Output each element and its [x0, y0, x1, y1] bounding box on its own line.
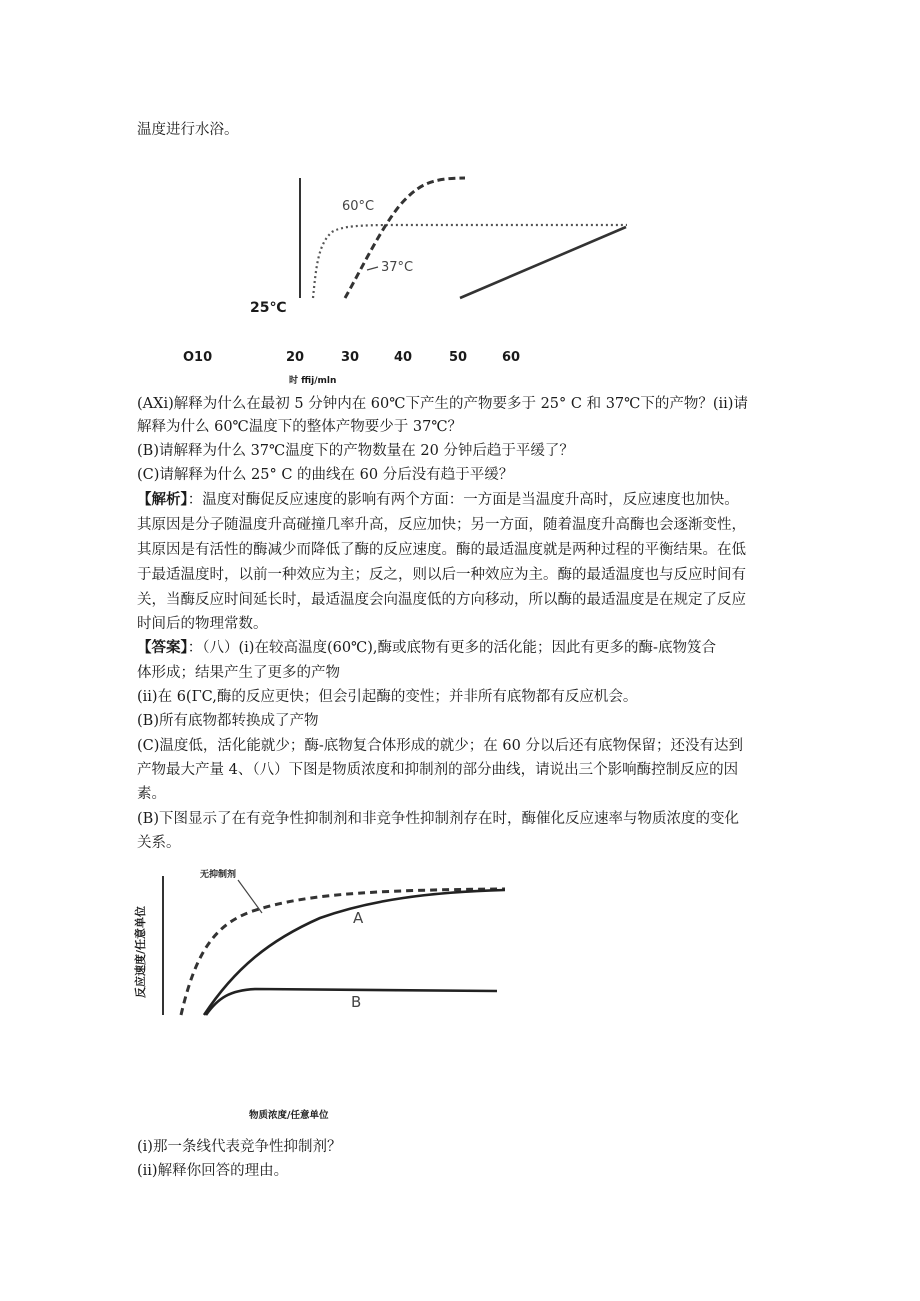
- analysis-line: 其原因是有活性的酶减少而降低了酶的反应速度。酶的最适温度就是两种过程的平衡结果。在低: [137, 542, 746, 558]
- figure2-y-label: 反应速度/任意单位: [134, 905, 147, 999]
- x-tick-5: 60: [502, 350, 521, 365]
- x-tick-2: 30: [341, 350, 360, 365]
- final-question-line: (ii)解释你回答的理由。: [137, 1163, 289, 1179]
- question-line: (C)请解释为什么 25° C 的曲线在 60 分后没有趋于平缓？: [137, 467, 514, 483]
- intro-line: 温度进行水浴。: [137, 122, 239, 138]
- final-question-line: (i)那一条线代表竞争性抑制剂？: [137, 1139, 342, 1155]
- curve-60c: [313, 225, 627, 298]
- curve-25c: [460, 227, 626, 298]
- answer-line: 关系。: [137, 835, 181, 851]
- analysis-line: 关，当酶反应时间延长时，最适温度会向温度低的方向移动，所以酶的最适温度是在规定了反应: [137, 592, 746, 608]
- question-line: 解释为什么 60℃温度下的整体产物要少于 37℃？: [137, 419, 463, 435]
- answer-line: (ii)在 6(ΓC,酶的反应更快；但会引起酶的变性；并非所有底物都有反应机会。: [137, 689, 638, 705]
- answer-line: (C)温度低，活化能就少；酶-底物复合体形成的就少；在 60 分以后还有底物保留；还没有达到: [137, 738, 743, 754]
- question-line: (B)请解释为什么 37℃温度下的产物数量在 20 分钟后趋于平缓了？: [137, 443, 574, 459]
- analysis-text: ：温度对酶促反应速度的影响有两个方面：一方面是当温度升高时，反应速度也加快。: [187, 492, 739, 508]
- answer-first-line: [137, 638, 716, 658]
- curve-no-inhibitor: [181, 889, 505, 1015]
- answer-line: (B)下图显示了在有竞争性抑制剂和非竞争性抑制剂存在时，酶催化反应速率与物质浓度的变化: [137, 811, 739, 827]
- analysis-line: 其原因是分子随温度升高碰撞几率升高，反应加快；另一方面，随着温度升高酶也会逐渐变性，: [137, 517, 746, 533]
- answer-line: (B)所有底物都转换成了产物: [137, 713, 319, 729]
- x-tick-4: 50: [449, 350, 468, 365]
- analysis-line: 时间后的物理常数。: [137, 616, 268, 632]
- no-inhibitor-pointer: [238, 880, 262, 913]
- x-tick-0: O10: [183, 350, 213, 365]
- no-inhibitor-label: 无抑制剂: [200, 870, 237, 880]
- analysis-label: 【解析】: [137, 491, 188, 508]
- label-37c: 37°C: [381, 260, 414, 275]
- analysis-line: 于最适温度时，以前一种效应为主；反之，则以后一种效应为主。酶的最适温度也与反应时间有: [137, 567, 746, 583]
- answer-line: 体形成；结果产生了更多的产物: [137, 665, 340, 681]
- figure2-x-label: 物质浓度/任意单位: [249, 1110, 329, 1121]
- x-tick-3: 40: [394, 350, 413, 365]
- answer-label: 【答案】: [137, 639, 188, 656]
- answer-line: 产物最大产量 4、（八）下图是物质浓度和抑制剂的部分曲线，请说出三个影响酶控制反应的因: [137, 762, 739, 778]
- label-37-pointer: [367, 267, 378, 270]
- figure1-x-label: 时 ffij/mln: [289, 376, 337, 386]
- answer-text: ：（八）(i)在较高温度(60℃),酶或底物有更多的活化能；因此有更多的酶-底物笈合: [187, 640, 716, 656]
- curve-37c: [345, 178, 465, 298]
- analysis-first-line: [137, 490, 739, 510]
- x-tick-1: 20: [286, 350, 305, 365]
- curve-a-label: A: [353, 909, 364, 927]
- label-25c: 25℃: [250, 300, 287, 316]
- curve-b-label: B: [351, 993, 362, 1011]
- answer-line: 素。: [137, 786, 166, 802]
- label-60c: 60°C: [342, 199, 375, 214]
- question-line: (AXi)解释为什么在最初 5 分钟内在 60℃下产生的产物要多于 25° C 和 37℃下的产物？(ii)请: [137, 396, 748, 412]
